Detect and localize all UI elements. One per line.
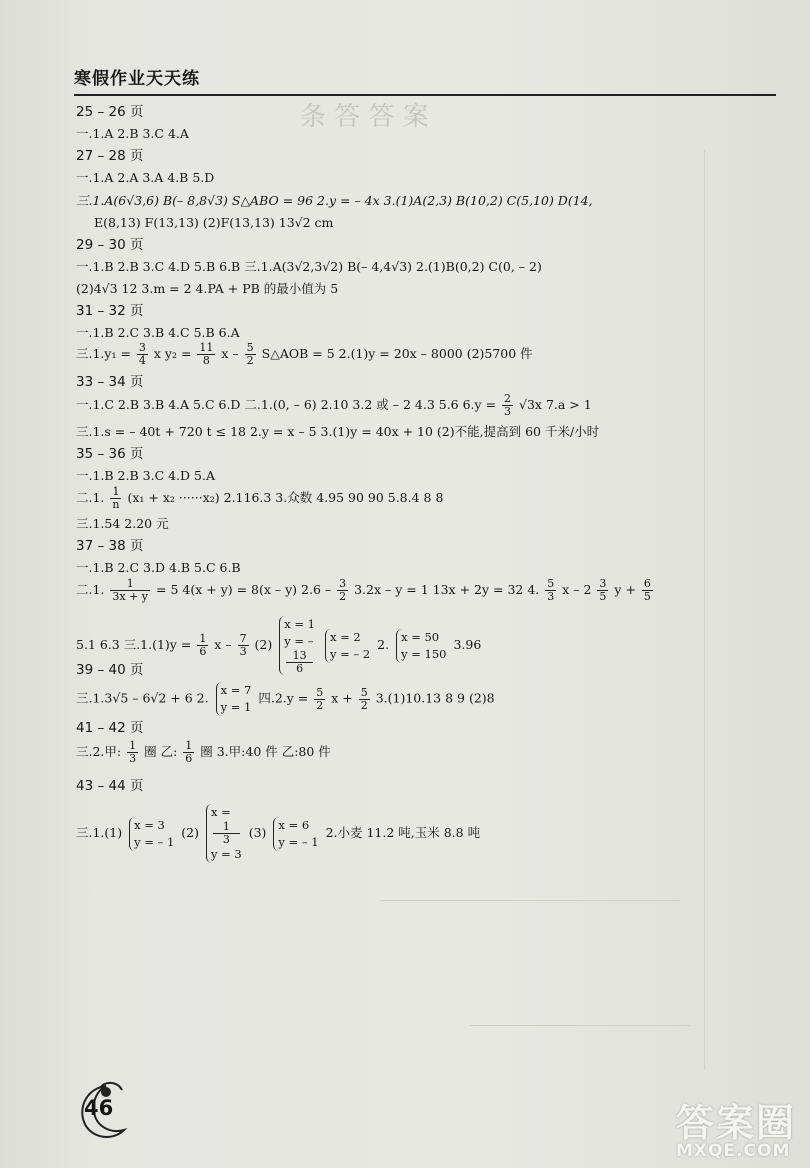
denominator: 6 — [185, 752, 193, 765]
fraction — [213, 821, 240, 846]
text-fragment: x + — [331, 690, 353, 706]
text-fragment: (2) — [181, 825, 199, 840]
text-fragment: 一.1.C 2.B 3.B 4.A 5.C 6.D 二.1.(0, – 6) 2.10 3.2 或 – 2 4.3 5.6 6.y = — [76, 397, 497, 412]
numerator: 1 — [129, 739, 137, 752]
numerator: 3 — [339, 577, 347, 590]
numerator: 1 — [213, 821, 240, 834]
section-title: 27 – 28 页 — [76, 148, 144, 164]
equation: x = 2 — [329, 629, 361, 644]
fraction — [286, 650, 313, 675]
text-fragment: 三.1.y₁ = — [76, 346, 131, 361]
fraction — [238, 633, 249, 658]
header-rule — [74, 94, 776, 96]
fraction — [337, 578, 348, 603]
fraction — [245, 342, 256, 367]
equation: y = 3 — [210, 847, 242, 861]
bleed-through-line — [380, 900, 680, 901]
section-title: 35 – 36 页 — [76, 446, 144, 462]
equation: x = 50 — [401, 629, 440, 644]
equation — [211, 804, 242, 846]
text-fragment: (2) — [254, 637, 273, 652]
text-fragment: 三.1.3√5 – 6√2 + 6 2. — [76, 690, 209, 706]
denominator: 3 — [504, 405, 512, 418]
answer-line: (2)4√3 12 3.m = 2 4.PA + PB 的最小值为 5 — [76, 281, 339, 296]
section-title: 33 – 34 页 — [76, 374, 144, 390]
numerator: 1 — [199, 632, 207, 645]
text-fragment: 三.1.(1) — [76, 825, 123, 840]
denominator: n — [112, 498, 120, 511]
fraction — [597, 578, 608, 603]
fraction — [314, 687, 325, 712]
answer-line — [76, 682, 495, 716]
equation: y = 150 — [401, 646, 447, 661]
equation-system — [216, 682, 252, 716]
answer-line: 一.1.B 2.C 3.B 4.C 5.B 6.A — [76, 325, 240, 340]
section-title: 39 – 40 页 — [76, 662, 144, 678]
equation — [284, 633, 315, 675]
numerator: 7 — [239, 632, 247, 645]
numerator: 5 — [547, 577, 555, 590]
numerator: 3 — [138, 341, 146, 354]
fraction — [110, 486, 121, 511]
bleed-through-column — [704, 150, 800, 1070]
equation: x = 3 — [134, 817, 165, 832]
numerator: 5 — [246, 341, 254, 354]
denominator: 3 — [239, 645, 247, 658]
denominator: 3 — [222, 833, 230, 846]
page-number: 46 — [84, 1096, 114, 1120]
fraction — [359, 687, 370, 712]
denominator: 2 — [246, 354, 254, 367]
answer-line — [76, 486, 443, 511]
equation-system — [273, 817, 318, 851]
answer-line — [76, 393, 592, 418]
text-fragment: 三.2.甲: — [76, 744, 122, 759]
answer-line: 一.1.B 2.B 3.C 4.D 5.A — [76, 468, 215, 483]
section-title: 29 – 30 页 — [76, 237, 144, 253]
equation: x = 1 — [284, 617, 315, 631]
watermark-title: 答案圈 — [676, 1101, 797, 1145]
answer-line: 三.1.54 2.20 元 — [76, 516, 169, 531]
text-fragment: 四.2.y = — [258, 690, 309, 706]
equation: y = – 2 — [329, 646, 371, 661]
fraction — [197, 342, 215, 367]
text-fragment: x = — [210, 805, 231, 819]
answer-line — [76, 342, 533, 367]
denominator: 3x + y — [112, 590, 149, 603]
text-fragment: 圈 3.甲:40 件 乙:80 件 — [200, 744, 331, 759]
denominator: 2 — [360, 698, 368, 712]
numerator: 1 — [185, 739, 193, 752]
numerator: 6 — [643, 577, 651, 590]
section-title: 31 – 32 页 — [76, 303, 144, 319]
numerator: 5 — [360, 685, 368, 699]
bleed-through-heading: 条 答 答 案 — [300, 102, 429, 132]
denominator: 5 — [643, 590, 651, 603]
fraction — [183, 740, 194, 765]
answer-line: 三.1.A(6√3,6) B(– 8,8√3) S△ABO = 96 2.y = – 4x 3.(1)A(2,3) B(10,2) C(5,10) D(14, — [76, 193, 593, 208]
answer-line — [76, 804, 480, 863]
section-title: 43 – 44 页 — [76, 778, 144, 794]
answer-line: 一.1.A 2.B 3.C 4.A — [76, 126, 189, 141]
denominator: 3 — [547, 590, 555, 603]
denominator: 4 — [138, 354, 146, 367]
watermark-url: MXQE.COM — [676, 1141, 791, 1161]
answer-line: E(8,13) F(13,13) (2)F(13,13) 13√2 cm — [94, 215, 334, 230]
answer-line: 一.1.B 2.C 3.D 4.B 5.C 6.B — [76, 560, 241, 575]
section-title: 41 – 42 页 — [76, 720, 144, 736]
text-fragment: 3.2x – y = 1 13x + 2y = 32 4. — [354, 582, 540, 597]
text-fragment: x – — [221, 346, 239, 361]
text-fragment: (3) — [248, 825, 267, 840]
text-fragment: 3.(1)10.13 8 9 (2)8 — [375, 690, 495, 706]
fraction — [545, 578, 556, 603]
answer-line: 一.1.A 2.A 3.A 4.B 5.D — [76, 170, 215, 185]
answer-line: 一.1.B 2.B 3.C 4.D 5.B 6.B 三.1.A(3√2,3√2) B(– 4,4√3) 2.(1)B(0,2) C(0, – 2) — [76, 259, 542, 274]
answer-line — [76, 578, 655, 603]
text-fragment: x y₂ = — [153, 346, 192, 361]
text-fragment: S△AOB = 5 2.(1)y = 20x – 8000 (2)5700 件 — [261, 346, 533, 361]
equation-system — [279, 616, 315, 675]
fraction — [110, 578, 150, 603]
denominator: 5 — [599, 590, 607, 603]
text-fragment: = 5 4(x + y) = 8(x – y) 2.6 – — [156, 582, 332, 597]
denominator: 2 — [339, 590, 347, 603]
equation-system — [396, 629, 446, 663]
text-fragment: y + — [614, 582, 636, 597]
equation-system — [206, 804, 242, 863]
fraction — [502, 393, 513, 418]
fraction — [137, 342, 148, 367]
section-title: 37 – 38 页 — [76, 538, 144, 554]
denominator: 2 — [316, 698, 324, 712]
text-fragment: 二.1. — [76, 490, 105, 505]
answer-line: 三.1.s = – 40t + 720 t ≤ 18 2.y = x – 5 3.(1)y = 40x + 10 (2)不能,提高到 60 千米/小时 — [76, 424, 600, 439]
section-title: 25 – 26 页 — [76, 104, 144, 120]
text-fragment: 3.96 — [453, 637, 482, 652]
equation-system — [325, 629, 370, 663]
numerator: 2 — [504, 392, 512, 405]
denominator: 6 — [199, 645, 207, 658]
book-title: 寒假作业天天练 — [74, 69, 200, 89]
text-fragment: 5.1 6.3 三.1.(1)y = — [76, 637, 192, 652]
text-fragment: x – — [214, 637, 232, 652]
fraction — [197, 633, 208, 658]
text-fragment: 2. — [377, 637, 390, 652]
answer-line — [76, 740, 331, 765]
numerator: 3 — [599, 577, 607, 590]
text-fragment: 2.小麦 11.2 吨,玉米 8.8 吨 — [325, 825, 481, 840]
text-fragment: y = – — [284, 634, 314, 648]
numerator: 5 — [316, 685, 324, 699]
numerator: 11 — [199, 341, 214, 354]
denominator: 6 — [296, 662, 304, 675]
numerator: 1 — [110, 486, 121, 499]
equation: y = 1 — [220, 700, 252, 714]
fraction — [127, 740, 138, 765]
denominator: 3 — [129, 752, 137, 765]
watermark — [676, 1092, 796, 1161]
text-fragment: 二.1. — [76, 582, 105, 597]
equation: y = – 1 — [134, 834, 175, 849]
text-fragment: x – 2 — [562, 582, 592, 597]
equation-system — [129, 817, 174, 851]
denominator: 8 — [202, 354, 210, 367]
bleed-through-line — [470, 1025, 690, 1026]
numerator: 1 — [110, 578, 150, 591]
text-fragment: 圈 乙: — [144, 744, 178, 759]
equation: x = 7 — [220, 683, 252, 697]
text-fragment: (x₁ + x₂ ······x₂) 2.116.3 3.众数 4.95 90 90 5.8.4 8 8 — [127, 490, 444, 505]
equation: y = – 1 — [278, 834, 319, 849]
equation: x = 6 — [278, 817, 310, 832]
text-fragment: √3x 7.a > 1 — [519, 397, 592, 412]
numerator: 13 — [286, 650, 313, 663]
fraction — [642, 578, 653, 603]
